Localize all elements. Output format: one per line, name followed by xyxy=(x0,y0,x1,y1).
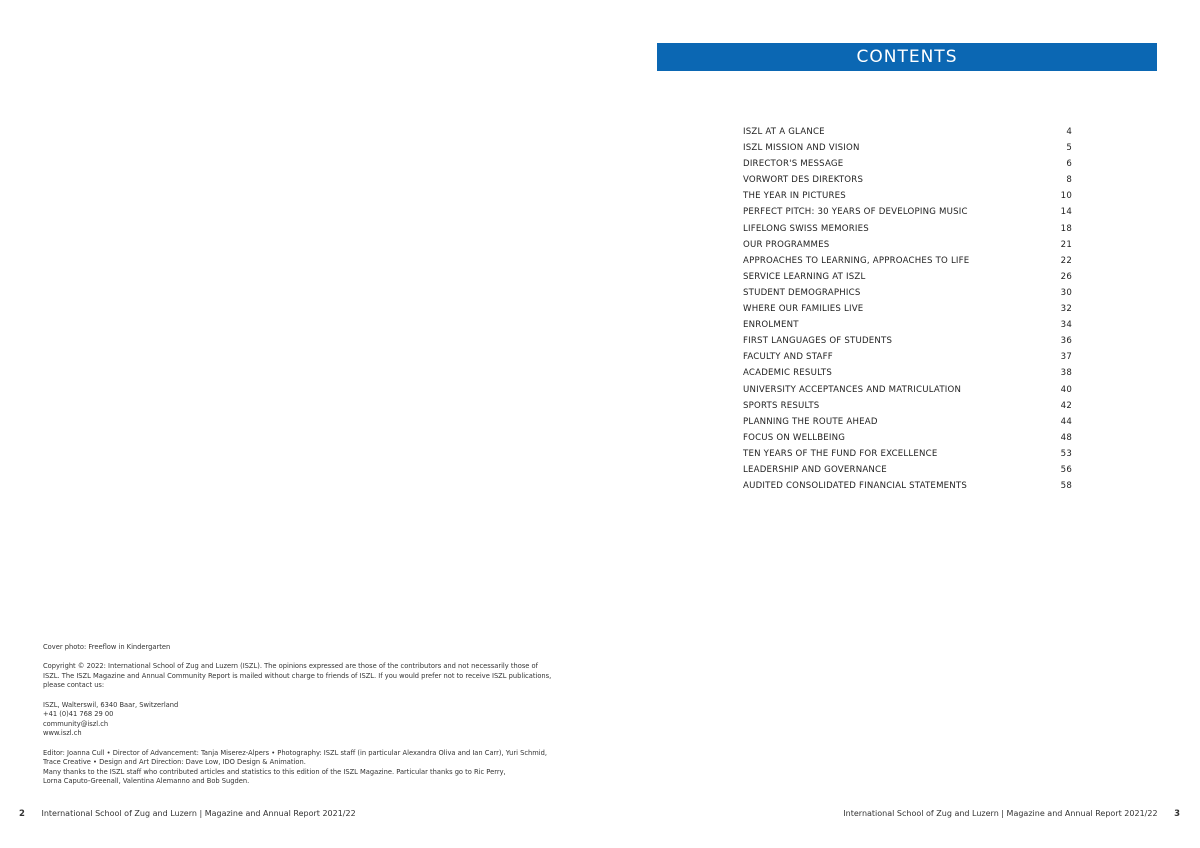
toc-entry-title: ENROLMENT xyxy=(743,320,799,331)
toc-entry-page: 30 xyxy=(1060,287,1072,298)
toc-entry[interactable] xyxy=(743,301,1072,317)
toc-entry-page: 53 xyxy=(1060,448,1072,459)
toc-entry-title: SPORTS RESULTS xyxy=(743,400,820,411)
toc-entry-title: TEN YEARS OF THE FUND FOR EXCELLENCE xyxy=(743,448,938,459)
toc-entry[interactable] xyxy=(743,414,1072,430)
toc-entry[interactable] xyxy=(743,446,1072,462)
credits-block xyxy=(43,643,553,797)
toc-entry-page: 48 xyxy=(1060,432,1072,443)
toc-entry-title: LEADERSHIP AND GOVERNANCE xyxy=(743,464,887,475)
toc-entry-title: FACULTY AND STAFF xyxy=(743,352,833,363)
toc-entry-title: DIRECTOR'S MESSAGE xyxy=(743,159,844,170)
toc-entry-page: 34 xyxy=(1060,320,1072,331)
footer-left xyxy=(19,809,356,819)
toc-entry-title: VORWORT DES DIREKTORS xyxy=(743,175,864,186)
toc-entry-page: 38 xyxy=(1060,368,1072,379)
toc-entry[interactable] xyxy=(743,253,1072,269)
toc-entry-title: FOCUS ON WELLBEING xyxy=(743,432,846,443)
toc-entry-title: PERFECT PITCH: 30 YEARS OF DEVELOPING MUSIC xyxy=(743,207,968,218)
toc-entry-title: THE YEAR IN PICTURES xyxy=(743,191,846,202)
toc-entry[interactable] xyxy=(743,478,1072,494)
toc-entry-title: APPROACHES TO LEARNING, APPROACHES TO LIFE xyxy=(743,255,970,266)
publication-title-left: International School of Zug and Luzern | Magazine and Annual Report 2021/22 xyxy=(41,809,356,818)
cover-photo-caption: Cover photo: Freeflow in Kindergarten xyxy=(43,643,171,651)
toc-entry-title: OUR PROGRAMMES xyxy=(743,239,830,250)
toc-entry-page: 56 xyxy=(1060,464,1072,475)
toc-entry-page: 44 xyxy=(1060,416,1072,427)
toc-entry[interactable] xyxy=(743,156,1072,172)
toc-entry-page: 8 xyxy=(1066,175,1072,186)
toc-entry-page: 32 xyxy=(1060,304,1072,315)
toc-entry-title: UNIVERSITY ACCEPTANCES AND MATRICULATION xyxy=(743,384,962,395)
toc-entry-page: 26 xyxy=(1060,271,1072,282)
toc-entry[interactable] xyxy=(743,349,1072,365)
toc-entry-page: 6 xyxy=(1066,159,1072,170)
toc-entry[interactable] xyxy=(743,124,1072,140)
toc-entry-title: SERVICE LEARNING AT ISZL xyxy=(743,271,866,282)
toc-entry[interactable] xyxy=(743,382,1072,398)
editor-credits: Editor: Joanna Cull • Director of Advancement: Tanja Miserez-Alpers • Photography: ISZL staff (in particular Alexandra Oliva and Ian Carr), Yuri Schmid, Trace Creative • Design and Art Direction: Dave Low, IDO Design & Animation. Many thanks to the ISZL staff who contributed articles and statistics to this edition of the ISZL Magazine. Particular thanks go to Ric Perry, Lorna Caputo-Greenall, Valentina Alemanno and Bob Sugden. xyxy=(43,748,547,786)
toc-entry-page: 42 xyxy=(1060,400,1072,411)
toc-entry-page: 4 xyxy=(1066,127,1072,137)
toc-entry-page: 5 xyxy=(1066,143,1072,154)
copyright-notice: Copyright © 2022: International School of Zug and Luzern (ISZL). The opinions expressed are those of the contributors and not necessarily those of ISZL. The ISZL Magazine and Annual Community Report is mailed without charge to friends of ISZL. If you would prefer not to receive ISZL publications, please contact us: xyxy=(43,662,552,690)
toc-entry-page: 21 xyxy=(1060,239,1072,250)
page-number-left: 2 xyxy=(19,809,25,819)
toc-entry-page: 10 xyxy=(1060,191,1072,202)
page-number-right: 3 xyxy=(1174,809,1180,819)
toc-entry[interactable] xyxy=(743,430,1072,446)
toc-entry-title: FIRST LANGUAGES OF STUDENTS xyxy=(743,336,893,347)
toc-entry-title: PLANNING THE ROUTE AHEAD xyxy=(743,416,878,427)
toc-entry-page: 37 xyxy=(1060,352,1072,363)
toc-entry[interactable] xyxy=(743,237,1072,253)
toc-entry-title: WHERE OUR FAMILIES LIVE xyxy=(743,304,864,315)
toc-entry[interactable] xyxy=(743,317,1072,333)
toc-entry-title: STUDENT DEMOGRAPHICS xyxy=(743,287,861,298)
toc-entry[interactable] xyxy=(743,462,1072,478)
toc-entry[interactable] xyxy=(743,188,1072,204)
toc-entry-title: ACADEMIC RESULTS xyxy=(743,368,832,379)
toc-entry[interactable] xyxy=(743,221,1072,237)
toc-entry-page: 14 xyxy=(1060,207,1072,218)
toc-entry[interactable] xyxy=(743,398,1072,414)
toc-entry-title: AUDITED CONSOLIDATED FINANCIAL STATEMENTS xyxy=(743,481,968,492)
toc-entry-page: 18 xyxy=(1060,223,1072,234)
toc-entry-title: ISZL AT A GLANCE xyxy=(743,127,825,137)
contents-title: CONTENTS xyxy=(657,43,1157,71)
toc-entry[interactable] xyxy=(743,269,1072,285)
toc-entry-title: ISZL MISSION AND VISION xyxy=(743,143,860,154)
toc-entry[interactable] xyxy=(743,365,1072,381)
footer-right xyxy=(843,809,1180,819)
toc-entry-page: 22 xyxy=(1060,255,1072,266)
toc-entry-page: 40 xyxy=(1060,384,1072,395)
toc-entry[interactable] xyxy=(743,285,1072,301)
toc-entry[interactable] xyxy=(743,204,1072,220)
toc-entry-page: 36 xyxy=(1060,336,1072,347)
toc-entry[interactable] xyxy=(743,333,1072,349)
publication-title-right: International School of Zug and Luzern | Magazine and Annual Report 2021/22 xyxy=(843,809,1158,818)
contact-info: ISZL, Walterswil, 6340 Baar, Switzerland +41 (0)41 768 29 00 community@iszl.ch www.iszl.ch xyxy=(43,700,179,738)
toc-entry-page: 58 xyxy=(1060,481,1072,492)
toc-entry[interactable] xyxy=(743,172,1072,188)
table-of-contents xyxy=(743,124,1072,494)
toc-entry[interactable] xyxy=(743,140,1072,156)
toc-entry-title: LIFELONG SWISS MEMORIES xyxy=(743,223,869,234)
